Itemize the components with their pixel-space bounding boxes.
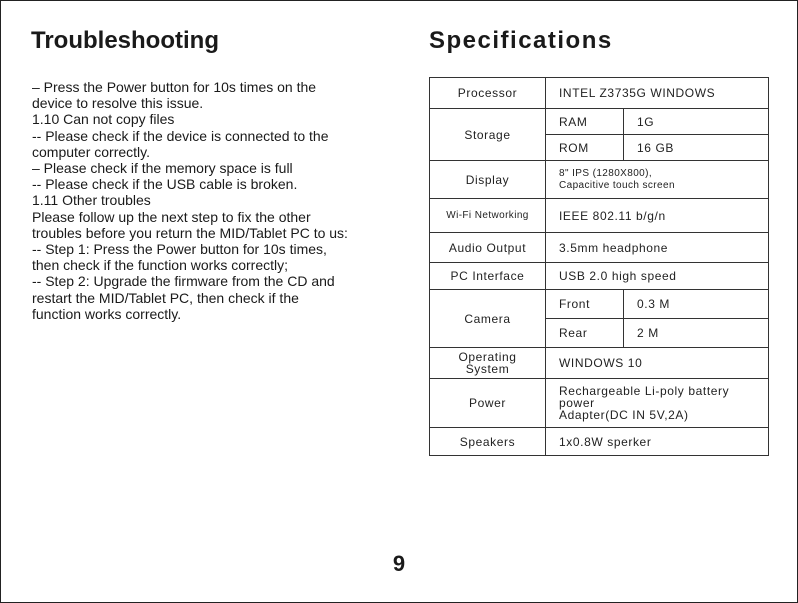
rear-label: Rear [546, 319, 624, 348]
trouble-line: -- Step 2: Upgrade the firmware from the CD and [32, 273, 335, 290]
power-line: Adapter(DC IN 5V,2A) [559, 408, 689, 422]
trouble-line: then check if the function works correctly; [32, 257, 288, 274]
spec-row-processor [430, 78, 769, 109]
processor-label: Processor [430, 78, 546, 109]
spec-row-power [430, 379, 769, 428]
pc-interface-label: PC Interface [430, 263, 546, 290]
audio-label: Audio Output [430, 233, 546, 263]
spec-row-pc-interface [430, 263, 769, 290]
pc-interface-value: USB 2.0 high speed [546, 263, 769, 290]
trouble-line: – Please check if the memory space is full [32, 160, 293, 177]
rear-value: 2 M [624, 319, 769, 348]
wifi-value: IEEE 802.11 b/g/n [546, 199, 769, 233]
specifications-table [429, 77, 769, 456]
ram-value: 1G [624, 109, 769, 135]
spec-row-speakers [430, 428, 769, 456]
storage-label: Storage [430, 109, 546, 161]
speakers-label: Speakers [430, 428, 546, 456]
speakers-value: 1x0.8W sperker [546, 428, 769, 456]
display-value [546, 161, 769, 199]
spec-row-wifi [430, 199, 769, 233]
trouble-line: Please follow up the next step to fix the other [32, 208, 311, 225]
os-value: WINDOWS 10 [546, 348, 769, 379]
spec-row-os [430, 348, 769, 379]
front-value: 0.3 M [624, 290, 769, 319]
rom-label: ROM [546, 135, 624, 161]
trouble-line: function works correctly. [32, 305, 182, 322]
trouble-line: device to resolve this issue. [32, 95, 204, 112]
processor-value: INTEL Z3735G WINDOWS [546, 78, 769, 109]
power-line: power [559, 396, 595, 410]
trouble-line: -- Step 1: Press the Power button for 10s times, [32, 241, 327, 258]
trouble-line: computer correctly. [32, 143, 150, 160]
os-label [430, 348, 546, 379]
spec-row-camera-front [430, 290, 769, 319]
wifi-label: Wi-Fi Networking [430, 199, 546, 233]
trouble-line: 1.10 Can not copy files [32, 111, 175, 128]
os-label-line: System [465, 362, 510, 376]
front-label: Front [546, 290, 624, 319]
display-line: Capacitive touch screen [559, 179, 675, 191]
power-line: Rechargeable Li-poly battery [559, 384, 730, 398]
trouble-line: troubles before you return the MID/Tablet PC to us: [32, 224, 348, 241]
display-line: 8" IPS (1280X800), [559, 167, 653, 179]
spec-row-display [430, 161, 769, 199]
power-label: Power [430, 379, 546, 428]
trouble-line: -- Please check if the device is connected to the [32, 127, 329, 144]
trouble-line: 1.11 Other troubles [32, 192, 151, 209]
troubleshooting-heading: Troubleshooting [31, 27, 219, 54]
os-label-line: Operating [458, 350, 517, 364]
audio-value: 3.5mm headphone [546, 233, 769, 263]
trouble-line: -- Please check if the USB cable is broken. [32, 176, 298, 193]
trouble-line: restart the MID/Tablet PC, then check if the [32, 289, 299, 306]
trouble-line: – Press the Power button for 10s times on the [32, 79, 317, 95]
camera-label: Camera [430, 290, 546, 348]
specifications-heading: Specifications [429, 27, 613, 54]
page-number: 9 [392, 551, 406, 576]
display-label: Display [430, 161, 546, 199]
ram-label: RAM [546, 109, 624, 135]
power-value [546, 379, 769, 428]
spec-row-storage-ram [430, 109, 769, 135]
spec-row-audio [430, 233, 769, 263]
troubleshooting-text [32, 79, 377, 322]
rom-value: 16 GB [624, 135, 769, 161]
